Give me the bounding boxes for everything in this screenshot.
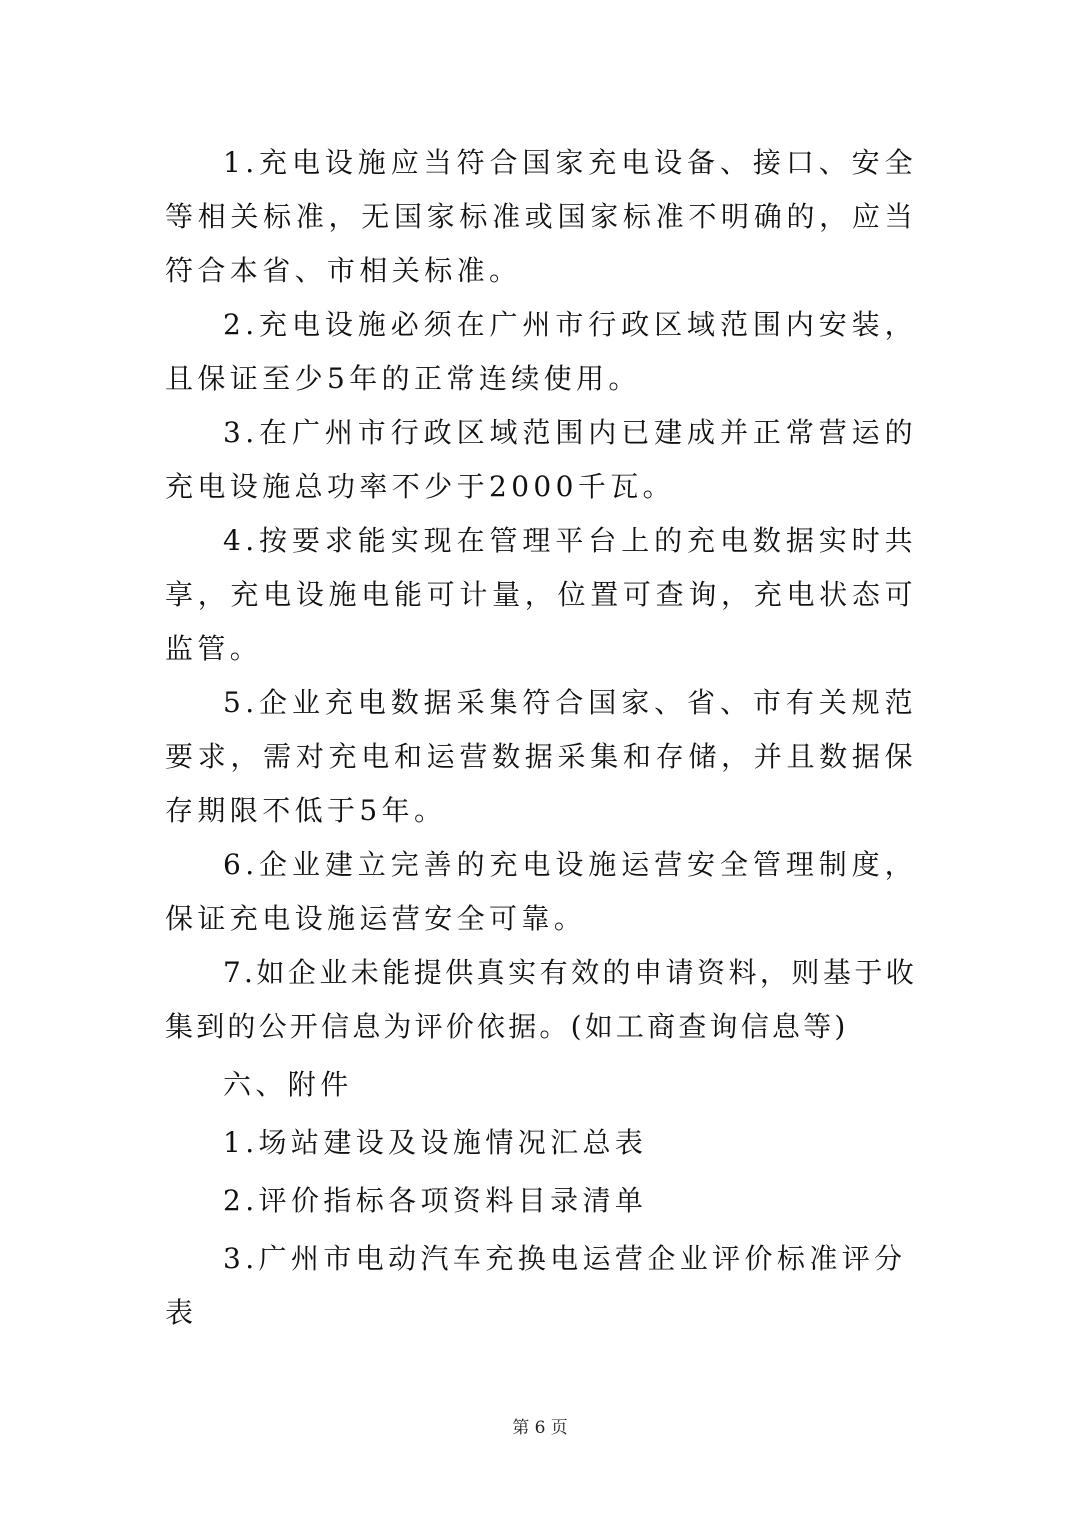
- annex-item-1: 1.场站建设及设施情况汇总表: [223, 1126, 648, 1159]
- annex-list: [165, 1112, 917, 1340]
- annex-item-3: 3.广州市电动汽车充换电运营企业评价标准评分表: [165, 1242, 907, 1329]
- requirement-2: 2.充电设施必须在广州市行政区域范围内安装，且保证至少5年的正常连续使用。: [165, 308, 917, 395]
- requirement-1: 1.充电设施应当符合国家充电设备、接口、安全等相关标准，无国家标准或国家标准不明确的，应当符合本省、市相关标准。: [165, 146, 917, 287]
- requirement-6: 6.企业建立完善的充电设施运营安全管理制度，保证充电设施运营安全可靠。: [165, 848, 917, 935]
- requirement-5: 5.企业充电数据采集符合国家、省、市有关规范要求，需对充电和运营数据采集和存储，并且数据保存期限不低于5年。: [165, 686, 917, 827]
- document-body: [165, 136, 917, 1340]
- requirement-3: 3.在广州市行政区域范围内已建成并正常营运的充电设施总功率不少于2000千瓦。: [165, 416, 917, 503]
- annex-item-2: 2.评价指标各项资料目录清单: [223, 1184, 648, 1217]
- requirement-4: 4.按要求能实现在管理平台上的充电数据实时共享，充电设施电能可计量，位置可查询，充电状态可监管。: [165, 524, 917, 665]
- annex-heading: 六、附件: [223, 1068, 353, 1101]
- requirement-7: 7.如企业未能提供真实有效的申请资料，则基于收集到的公开信息为评价依据。(如工商查询信息等): [165, 956, 917, 1043]
- page-number: 第 6 页: [512, 1418, 568, 1438]
